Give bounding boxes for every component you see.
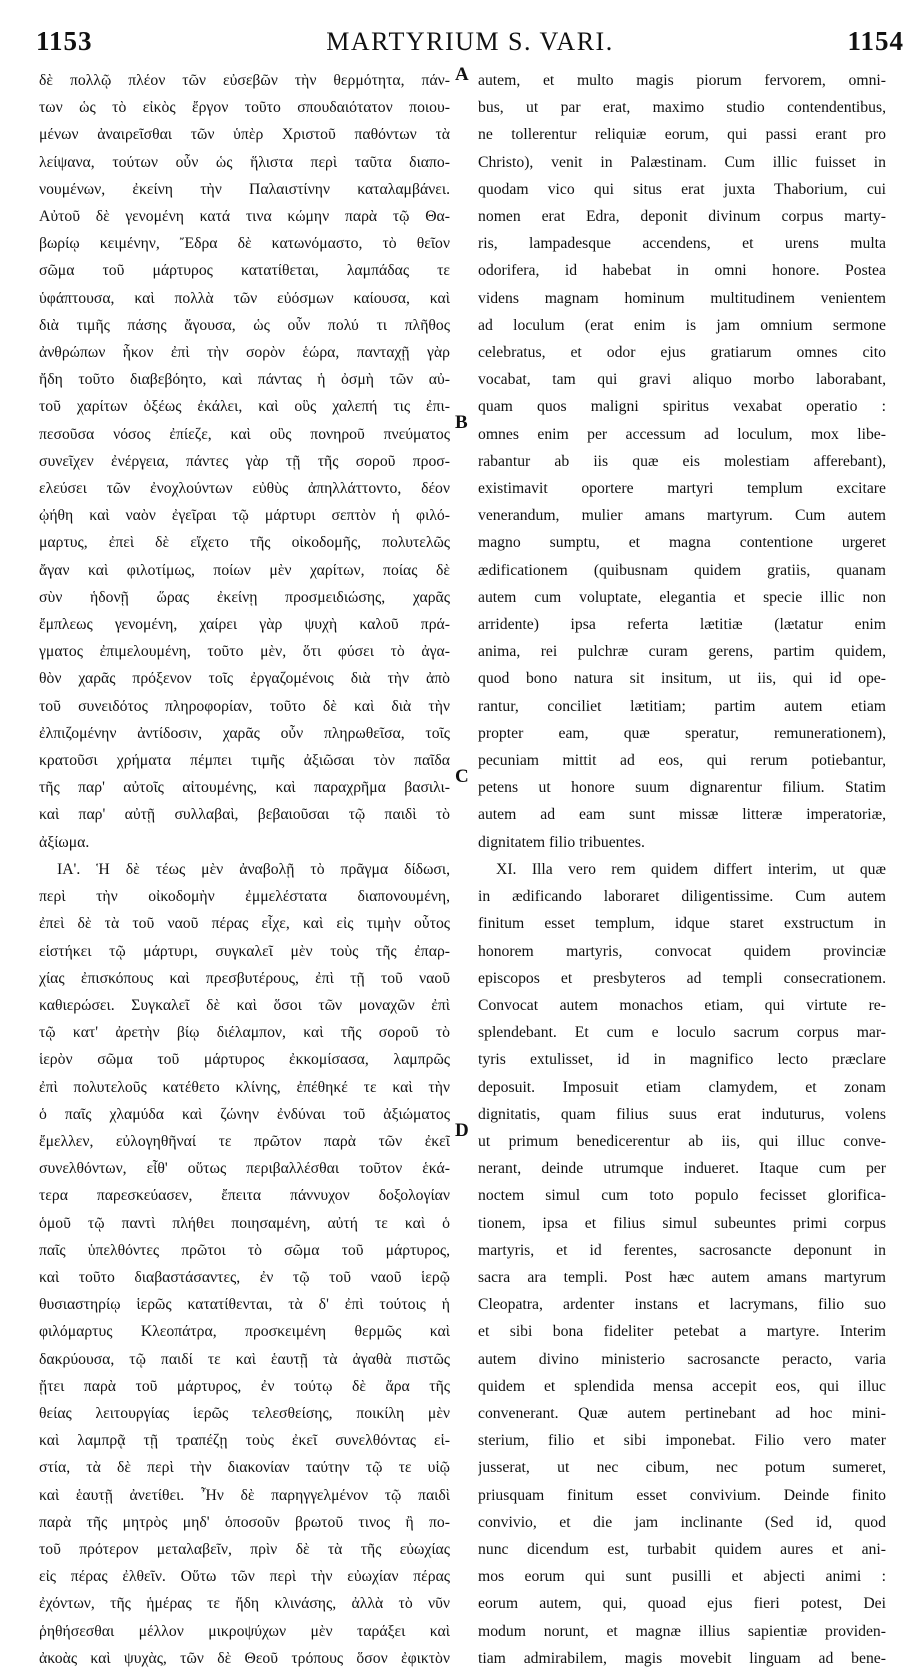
greek-text-line: εἰς πέρας ἐλθεῖν. Οὕτω τῶν περὶ τὴν εὐωχίαν πέρας [39,1568,450,1586]
latin-text-line: modum norunt, et magnæ illius sapientiæ providen- [478,1622,886,1640]
latin-text-line: tyris extulisset, id in magnifico lecto præclare [478,1051,886,1069]
latin-text-line: autem divino ministerio sacrosancte peracto, varia [478,1350,886,1368]
greek-text-line: νουμένων, ἐκείνη τὴν Παλαιστίνην καταλαμβάνει. [39,180,450,198]
greek-text-line: ὁ παῖς χλαμύδα καὶ ζώνην ἐνδύναι τοῦ ἀξιώματος [39,1105,450,1123]
latin-text-line: deposuit. Imposuit etiam clamydem, et zonam [478,1078,886,1096]
latin-text-line: propter eam, quæ speratur, remunerationem), [478,724,886,742]
greek-text-line: παρὰ τῆς μητρὸς μηδ' ὁποσοῦν βρωτοῦ τινος ἢ πο- [39,1513,450,1531]
latin-text-line: ad loculum (erat enim is jam omnium sermone [478,316,886,334]
latin-text-line: ædificationem (quibusnam quidem gratiis, quanam [478,561,886,579]
greek-text-line: κρατοῦσι χρήματα πέμπει τιμῆς ἀξιῶσαι τὸν παῖδα [39,752,450,770]
greek-text-line: διὰ τιμῆς πάσης ἄγουσα, ὡς οὖν πολύ τι πλῆθος [39,316,450,334]
latin-text-line: in ædificando laboraret diligentissime. Cum autem [478,888,886,906]
greek-text-line: των ὡς τὸ εἰκὸς ἔργον τοῦτο σπουδαιότατον ποιου- [39,99,450,117]
latin-text-line: existimavit oportere martyri templum excitare [478,480,886,498]
latin-text-line: jusserat, ut nec cibum, nec potum sumeret, [478,1459,886,1477]
latin-text-line: mos eorum qui sunt pusilli et abjecti animi : [478,1568,886,1586]
latin-text-line: tiam admirabilem, magis movebit linguam ad bene- [478,1649,886,1667]
latin-text-line: nomen erat Edra, deponit divinum corpus marty- [478,208,886,226]
greek-text-line: στία, τὰ δὲ περὶ τὴν διακονίαν ταύτην τῷ τε υἱῷ [39,1459,450,1477]
running-title: MARTYRIUM S. VARI. [326,27,614,56]
latin-text-line: nunc dicendum est, turbabit quidem aures et ani- [478,1540,886,1558]
section-marker-b: B [455,412,468,433]
latin-text-line: rantur, conciliet lætitiam; partim autem etiam [478,697,886,715]
latin-text-line: dignitatis, quam filius suus erat induturus, volens [478,1105,886,1123]
latin-text-line: vocabat, tam qui gravi aliquo morbo laborabant, [478,371,886,389]
section-marker-c: C [455,766,469,787]
latin-text-line: splendebant. Et cum e loculo sacrum corpus mar- [478,1024,886,1042]
latin-text-line: rabantur ab iis quæ eis molestiam afferebant), [478,452,886,470]
latin-text-line: nerant, deinde utrumque indueret. Itaque cum per [478,1160,886,1178]
greek-text-line: τοῦ χαρίτων ὀξέως ἐκάλει, καὶ οὓς χαλεπή τις ἐπι- [39,398,450,416]
greek-text-line: λείψανα, τούτων οὖν ὡς ἥλιστα περὶ ταῦτα διαπο- [39,153,450,171]
latin-text-line: autem cum voluptate, elegantia et specie illic non [478,588,886,606]
latin-text-line: pecuniam mittit ad eos, qui rerum potiebantur, [478,752,886,770]
greek-text-line: καὶ παρ' αὐτῇ συλλαβαὶ, βεβαιοῦσαι τῷ παιδὶ τὸ [39,806,450,824]
latin-text-line: autem, et multo magis piorum fervorem, omni- [478,72,886,89]
greek-text-line: ἔμελλεν, εὐλογηθῆναί τε πρῶτον παρὰ τῶν ἐκεῖ [39,1132,450,1150]
greek-text-line: θείας λειτουργίας ἱερῶς τελεσθείσης, ποικίλη μὲν [39,1404,450,1422]
greek-text-line: φιλόμαρτυς Κλεοπάτρα, προσκειμένη θερμῶς καὶ [39,1323,450,1341]
latin-text-line: quod bono natura sit insitum, ut iis, qui id ope- [478,670,886,688]
greek-text-line: καὶ τοῦτο διαβαστάσαντες, ἐν τῷ τοῦ ναοῦ ἱερῷ [39,1268,450,1286]
section-marker-a: A [455,64,469,85]
greek-text-line: ἐπὶ πολυτελοῦς κατέθετο κλίνης, ἐπέθηκέ τε καὶ τὴν [39,1078,450,1096]
latin-text-column [478,67,886,1672]
latin-text-line: finitum esset templum, idque staret exstructum in [478,915,886,933]
greek-text-line: ἔμπλεως γενομένη, χαίρει γὰρ ψυχὴ καλοῦ πρά- [39,616,450,634]
latin-text-line: videns magnam hominum multitudinem venientem [478,289,886,307]
greek-text-line: μαρτυς, ἐπεὶ δὲ εἴχετο τῆς οἰκοδομῆς, πολυτελῶς [39,534,450,552]
section-marker-d: D [455,1120,469,1141]
greek-text-line: δὲ πολλῷ πλέον τῶν εὐσεβῶν τὴν θερμότητα, πάν- [39,72,450,89]
latin-text-line: ut primum benedicerentur ab iis, qui illuc conve- [478,1132,886,1150]
latin-text-line: petens ut honore suum dignarentur filium. Statim [478,779,886,797]
greek-text-line: σὺν ἡδονῇ ὥρας ἐκείνῃ προσμειδιώσης, χαρᾶς [39,588,450,606]
greek-text-line: ἀνθρώπων ἧκον ἐπὶ τὴν σορὸν ἑώρα, πανταχῇ γὰρ [39,344,450,362]
latin-text-line: priusquam finitum esset convivium. Deinde finito [478,1486,886,1504]
latin-text-line: omnes enim per accessum ad loculum, mox libe- [478,425,886,443]
latin-text-line: Christo), venit in Palæstinam. Cum illic fuisset in [478,153,886,171]
latin-text-line: quidem et splendida mensa accepit eos, qui illuc [478,1377,886,1395]
latin-text-line: sacra ara templi. Post hæc autem amans martyrum [478,1268,886,1286]
latin-text-line: bus, ut par erat, maximo studio contendentibus, [478,99,886,117]
latin-text-line: tionem, ipsa et filius simul subeuntes primi corpus [478,1214,886,1232]
latin-text-line: ris, lampadesque accendens, et urens multa [478,235,886,253]
latin-text-line: autem ad eam sunt missæ litteræ imperatoriæ, [478,806,886,824]
greek-text-line: ῥηθήσεσθαι μέλλον μικροψύχων μὲν ταράξει καὶ [39,1622,450,1640]
page-number-right: 1154 [847,26,904,56]
latin-text-line: eorum autem, qui, quoad ejus fieri potest, Dei [478,1595,886,1613]
latin-text-line: episcopos et presbyteros ad templi consecrationem. [478,969,886,987]
greek-text-line: ἀξίωμα. [39,833,90,851]
latin-text-line: ne tollerentur reliquiæ eorum, qui passi erant pro [478,126,886,144]
greek-text-line: ΙΑ'. Ἡ δὲ τέως μὲν ἀναβολῇ τὸ πρᾶγμα δίδωσι, [57,860,450,878]
greek-text-line: θυσιαστηρίῳ ἱερῶς κατατίθενται, τὰ δ' ἐπὶ τούτοις ἡ [39,1296,450,1314]
greek-text-line: ᾔτει παρὰ τοῦ μάρτυρος, ἐν τούτῳ δὲ ἄρα τῆς [39,1377,450,1395]
latin-text-line: dignitatem filio tribuentes. [478,833,645,851]
greek-text-line: τερα παρεσκεύασεν, ἔπειτα πάννυχον δοξολογίαν [39,1187,450,1205]
greek-text-line: ᾠήθη καὶ ναὸν ἐγεῖραι τῷ μάρτυρι σεπτὸν ἡ φιλό- [39,507,450,525]
greek-text-line: γματος ἐπιμελουμένη, τοῦτο μὲν, ὅτι φύσει τὸ ἀγα- [39,643,450,661]
latin-text-line: celebratus, et odor ejus gratiarum omnes cito [478,344,886,362]
greek-text-line: ἀκοὰς καὶ ψυχὰς, τῶν δὲ Θεοῦ τρόπους ὅσον ἐφικτὸν [39,1649,450,1667]
greek-text-line: θὸν χαρᾶς πρόξενον τοῖς ἐργαζομένοις διὰ τὴν ἀπὸ [39,670,450,688]
latin-text-line: venerandum, mulier amans martyrum. Cum autem [478,507,886,525]
greek-text-line: τοῦ πρότερον μεταλαβεῖν, πρὶν δὲ τὰ τῆς εὐωχίας [39,1540,450,1558]
latin-text-line: Cleopatra, ardenter instans et lacrymans, filio suo [478,1296,886,1314]
greek-text-line: ἤδη τοῦτο διαβεβόητο, καὶ πάντας ἡ ὀσμὴ τῶν αὐ- [39,371,450,389]
latin-text-line: magno sumptu, et magna contentione urgeret [478,534,886,552]
latin-text-line: noctem simul cum toto populo fecisset glorifica- [478,1187,886,1205]
greek-text-line: τῷ κατ' ἀρετὴν βίῳ διέλαμπον, καὶ τῆς σοροῦ τὸ [39,1024,450,1042]
greek-text-line: ἱερὸν σῶμα τοῦ μάρτυρος ἐκκομίσασα, λαμπρῶς [39,1051,450,1069]
latin-text-line: anima, rei pulchræ curam gerens, partim quidem, [478,643,886,661]
latin-text-line: Convocat autem monachos etiam, qui virtute re- [478,996,886,1014]
page-header [36,26,904,62]
greek-text-line: ἐπεὶ δὲ τὰ τοῦ ναοῦ πέρας εἶχε, καὶ εἰς τιμὴν οὗτος [39,915,450,933]
greek-text-line: συνελθόντων, εἶθ' οὕτως περιβαλλέσθαι τοῦτον ἑκά- [39,1160,450,1178]
page-number-left: 1153 [36,26,93,56]
latin-text-line: martyris, et id ferentes, sacrosancte deponunt in [478,1241,886,1259]
greek-text-line: ὑφάπτουσα, καὶ πολλὰ τῶν εὐόσμων καίουσα, καὶ [39,289,450,307]
latin-text-line: quam quos maligni spiritus vexabat operatio : [478,398,886,416]
greek-text-line: καθιερώσει. Συγκαλεῖ δὲ καὶ ὅσοι τῶν μοναχῶν ἐπὶ [39,996,450,1014]
greek-text-line: βωρίῳ κειμένην, Ἔδρα δὲ κατωνόμαστο, τὸ θεῖον [39,235,450,253]
latin-text-line: convenerant. Quæ autem pertinebant ad hoc mini- [478,1404,886,1422]
latin-text-line: sterium, filio et sibi imponebat. Filio vero mater [478,1432,886,1450]
greek-text-line: παῖς ὑπελθόντες πρῶτοι τὸ σῶμα τοῦ μάρτυρος, [39,1241,450,1259]
greek-text-line: ἐχόντων, τῆς ἡμέρας τε ἤδη κλινάσης, ἀλλὰ τὸ νῦν [39,1595,450,1613]
greek-text-column [39,67,450,1672]
latin-text-line: et sibi bona fideliter petebat a martyre. Interim [478,1323,886,1341]
greek-text-line: ἐλπιζομένην ἀντίδοσιν, χαρᾶς οὖν πληρωθεῖσα, τοῖς [39,724,450,742]
latin-text-line: arridente) ipsa referta lætitiæ (lætatur enim [478,616,886,634]
greek-text-line: περὶ τὴν οἰκοδομὴν ἐμμελέστατα διαπονουμένη, [39,888,450,906]
latin-text-line: convivio, et die jam inclinante (Sed id, quod [478,1513,886,1531]
greek-text-line: Αὐτοῦ δὲ γενομένη κατά τινα κώμην παρὰ τῷ Θα- [39,208,450,226]
greek-text-line: συνεῖχεν ἐνέργεια, πάντες γὰρ τῇ τῆς σοροῦ προσ- [39,452,450,470]
greek-text-line: εἱστήκει τῷ μάρτυρι, συγκαλεῖ μὲν τοὺς τῆς ἐπαρ- [39,942,450,960]
latin-text-line: XI. Illa vero rem quidem differt interim, ut quæ [496,860,886,878]
latin-text-line: odorifera, id habebat in omni honore. Postea [478,262,886,280]
latin-text-line: honorem martyris, convocat quidem provinciæ [478,942,886,960]
greek-text-line: ἄγαν καὶ φιλοτίμως, ποίων μὲν χαρίτων, ποίας δὲ [39,561,450,579]
greek-text-line: σῶμα τοῦ μάρτυρος κατατίθεται, λαμπάδας τε [39,262,450,280]
greek-text-line: μένων ἀναιρεῖσθαι τῶν ὑπὲρ Χριστοῦ παθόντων τὰ [39,126,450,144]
greek-text-line: χίας ἐπισκόπους καὶ πρεσβυτέρους, ἐπὶ τῇ τοῦ ναοῦ [39,969,450,987]
greek-text-line: καὶ ἑαυτῇ ἀνετίθει. Ἦν δὲ παρηγγελμένον τῷ παιδὶ [39,1486,450,1504]
latin-text-line: quodam vico qui situs erat juxta Thaborium, cui [478,180,886,198]
greek-text-line: καὶ λαμπρᾷ τῇ τραπέζῃ τοὺς ἐκεῖ συνελθόντας εἱ- [39,1432,450,1450]
greek-text-line: ελεύσει τῶν ἐνοχλούντων εὐθὺς ἀπηλλάττοντο, δέον [39,480,450,498]
greek-text-line: τοῦ συνειδότος πληροφορίαν, τοῦτο δὲ καὶ διὰ τὴν [39,697,450,715]
greek-text-line: ὁμοῦ τῷ παντὶ πλήθει ποιησαμένη, αὐτή τε καὶ ὁ [39,1214,450,1232]
greek-text-line: δακρύουσα, τῷ παιδί τε καὶ ἑαυτῇ τὰ ἀγαθὰ πιστῶς [39,1350,450,1368]
greek-text-line: πεσοῦσα νόσος ἐπίεζε, καὶ οὓς πονηροῦ πνεύματος [39,425,450,443]
greek-text-line: τῆς παρ' αὐτοῖς αἰτουμένης, καὶ παραχρῆμα βασιλι- [39,779,450,797]
